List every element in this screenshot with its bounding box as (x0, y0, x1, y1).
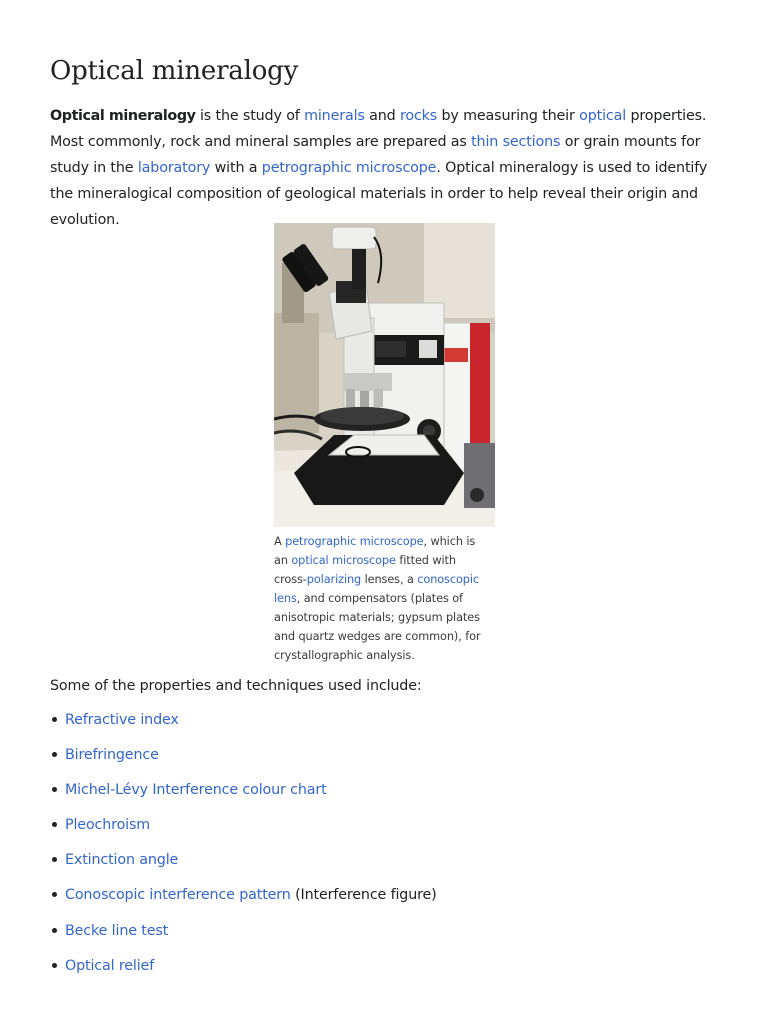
link-optical-microscope[interactable]: optical microscope (291, 554, 396, 567)
text-run: or grain mounts for study in the (50, 134, 701, 176)
link-extinction-angle[interactable]: Extinction angle (65, 852, 179, 869)
properties-list (65, 707, 437, 988)
text-run: . Optical mineralogy is used to identify the mineralogical composition of geological materials in order to help reveal their origin and evolution. (50, 160, 708, 228)
figure (274, 223, 495, 665)
link-thin-sections[interactable]: thin sections (471, 134, 561, 150)
text-run: by measuring their (437, 108, 580, 124)
properties-lead: Some of the properties and techniques used include: (50, 678, 422, 694)
microscope-photo[interactable] (274, 223, 495, 527)
link-michel-l-vy-interference-colour-chart[interactable]: Michel-Lévy Interference colour chart (65, 782, 327, 799)
list-item (65, 953, 437, 988)
link-birefringence[interactable]: Birefringence (65, 747, 159, 764)
list-item (65, 847, 437, 882)
link-optical-relief[interactable]: Optical relief (65, 957, 155, 974)
text-run: , and compensators (plates of anisotropic materials; gypsum plates and quartz wedges are common), for crystallographic analysis. (274, 592, 481, 662)
intro-paragraph (50, 103, 718, 233)
link-becke-line-test[interactable]: Becke line test (65, 922, 169, 939)
link-polarizing[interactable]: polarizing (306, 573, 362, 586)
list-item (65, 882, 437, 917)
link-pleochroism[interactable]: Pleochroism (65, 817, 151, 834)
page-title: Optical mineralogy (50, 56, 299, 86)
link-conoscopic-interference-pattern[interactable]: Conoscopic interference pattern (65, 887, 291, 904)
link-minerals[interactable]: minerals (304, 108, 365, 124)
text-run: lenses, a (361, 573, 418, 586)
link-petrographic-microscope[interactable]: petrographic microscope (285, 535, 424, 548)
bold-term: Optical mineralogy (50, 108, 196, 124)
list-item (65, 812, 437, 847)
list-item (65, 918, 437, 953)
link-optical[interactable]: optical (579, 108, 627, 124)
list-item (65, 742, 437, 777)
text-run: with a (210, 160, 262, 176)
link-laboratory[interactable]: laboratory (137, 160, 211, 176)
text-run: , which is an (274, 535, 476, 567)
link-refractive-index[interactable]: Refractive index (65, 712, 179, 728)
list-item-note: (Interference figure) (290, 887, 437, 904)
text-run: A (274, 535, 286, 548)
figure-caption (274, 532, 492, 665)
text-run: properties. Most commonly, rock and mineral samples are prepared as (50, 108, 707, 150)
text-run: is the study of (195, 108, 305, 124)
list-item (65, 707, 437, 742)
text-run: fitted with cross- (274, 554, 456, 586)
link-rocks[interactable]: rocks (399, 108, 438, 124)
link-conoscopic-lens[interactable]: conoscopic lens (274, 573, 480, 605)
text-run: and (364, 108, 400, 124)
link-petrographic-microscope[interactable]: petrographic microscope (261, 160, 437, 176)
list-item (65, 777, 437, 812)
